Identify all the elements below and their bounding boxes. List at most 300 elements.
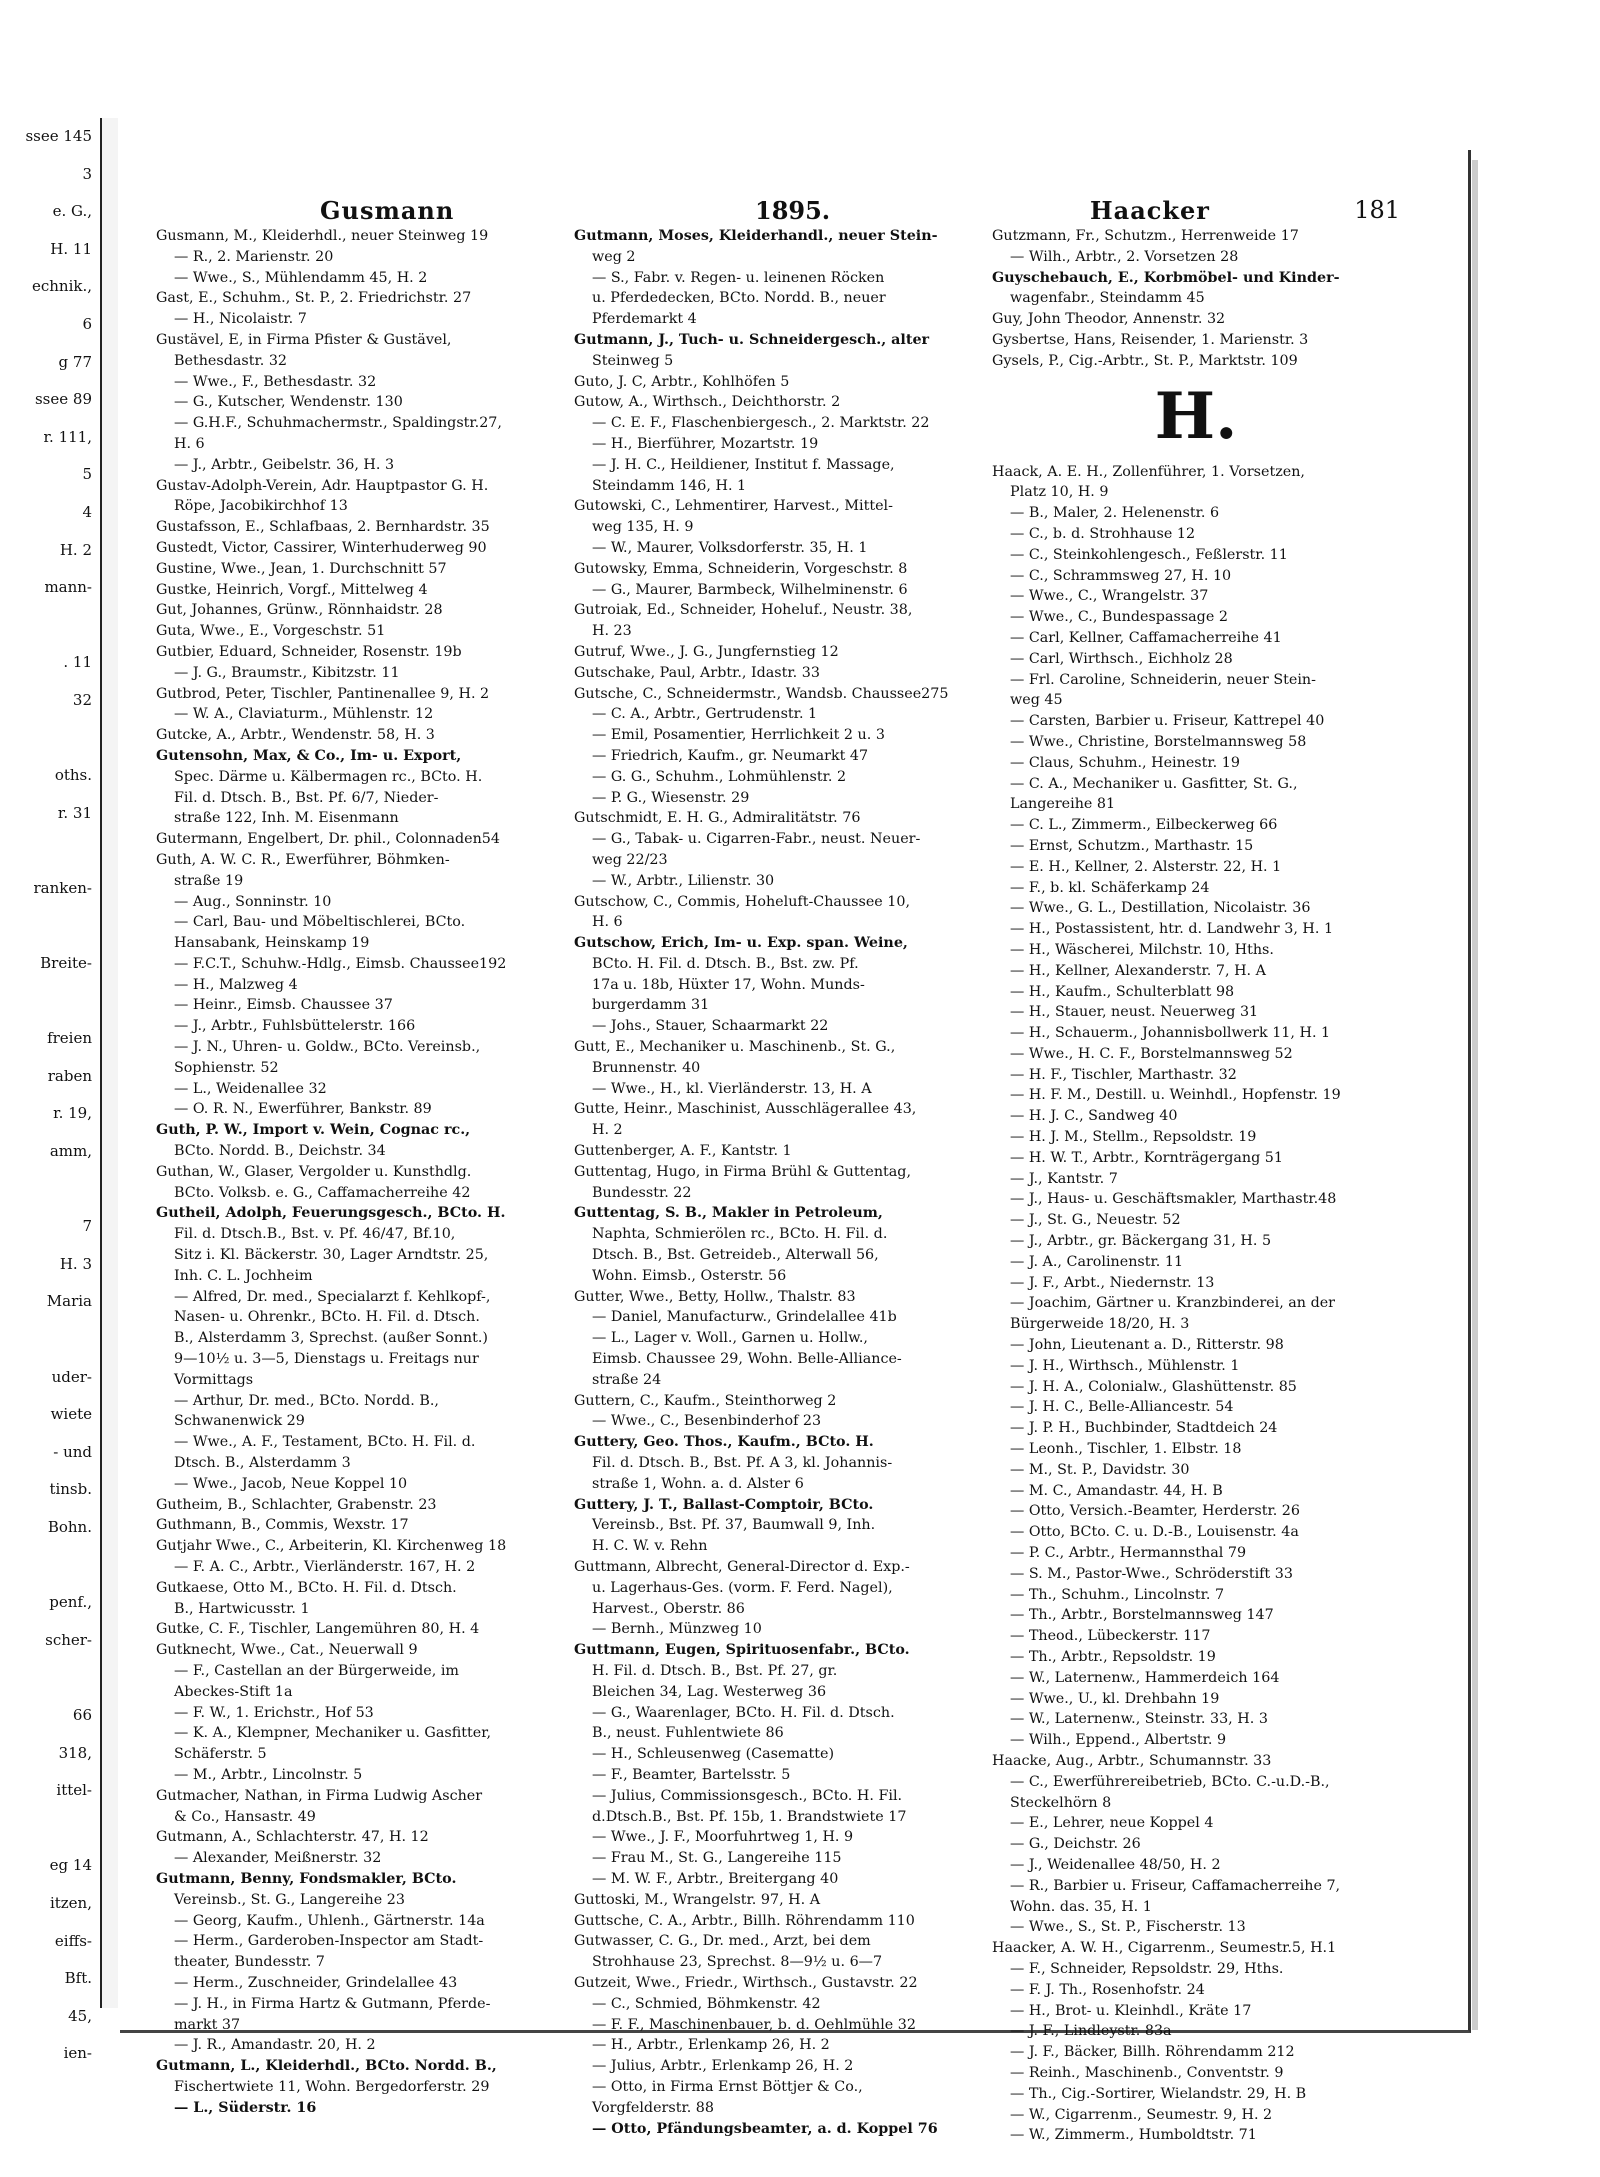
- directory-entry-line: Guthan, W., Glaser, Vergolder u. Kunsthdlg.: [156, 1163, 472, 1180]
- directory-entry-line: Brunnenstr. 40: [592, 1059, 701, 1076]
- directory-entry-line: — Herm., Garderoben-Inspector am Stadt-: [174, 1933, 484, 1950]
- directory-entry-line: Vereinsb., St. G., Langereihe 23: [174, 1891, 405, 1908]
- directory-entry-line: — Carsten, Barbier u. Friseur, Kattrepel 40: [1010, 713, 1325, 730]
- previous-page-fragment: Breite-: [40, 954, 92, 973]
- directory-entry-line: Pferdemarkt 4: [592, 311, 697, 328]
- directory-entry-line: — Herm., Zuschneider, Grindelallee 43: [174, 1974, 458, 1991]
- directory-entry-line: Fil. d. Dtsch. B., Bst. Pf. 6/7, Nieder-: [174, 789, 439, 806]
- directory-entry-line: — Arthur, Dr. med., BCto. Nordd. B.,: [174, 1392, 439, 1409]
- directory-entry-line: — G., Deichstr. 26: [1010, 1836, 1141, 1853]
- previous-page-fragment: . 11: [63, 653, 92, 672]
- directory-entry-line: — S. M., Pastor-Wwe., Schröderstift 33: [1010, 1565, 1293, 1582]
- directory-entry-line: Guttoski, M., Wrangelstr. 97, H. A: [574, 1891, 821, 1908]
- directory-entry-line: — Aug., Sonninstr. 10: [174, 893, 332, 910]
- directory-entry-line: BCto. Volksb. e. G., Caffamacherreihe 42: [174, 1184, 471, 1201]
- directory-entry-line: Gutmann, A., Schlachterstr. 47, H. 12: [156, 1829, 429, 1846]
- previous-page-fragment: 4: [82, 502, 92, 521]
- directory-entry-line: H. 2: [592, 1122, 623, 1139]
- directory-entry-line: — Wwe., S., Mühlendamm 45, H. 2: [174, 269, 428, 286]
- previous-page-fragment: - und: [53, 1442, 92, 1461]
- directory-entry-line: — F. A. C., Arbtr., Vierländerstr. 167, H. 2: [174, 1559, 476, 1575]
- directory-entry-line: — Alexander, Meißnerstr. 32: [174, 1850, 382, 1867]
- directory-entry-line: Haacke, Aug., Arbtr., Schumannstr. 33: [992, 1752, 1272, 1769]
- directory-entry-line: straße 19: [174, 872, 244, 889]
- directory-entry-line: weg 45: [1010, 692, 1063, 709]
- directory-entry-line: Gutheil, Adolph, Feuerungsgesch., BCto. H.: [156, 1205, 506, 1222]
- directory-entry-line: — J. H., in Firma Hartz & Gutmann, Pferde-: [174, 1995, 491, 2012]
- directory-entry-line: Gutmann, Moses, Kleiderhandl., neuer Stein-: [574, 228, 938, 244]
- directory-entry-line: Gutke, C. F., Tischler, Langemühren 80, H. 4: [156, 1621, 480, 1638]
- directory-entry-line: Steckelhörn 8: [1010, 1794, 1112, 1811]
- directory-entry-line: — W., Zimmerm., Humboldtstr. 71: [1010, 2127, 1257, 2144]
- directory-entry-line: Gusmann, M., Kleiderhdl., neuer Steinweg 19: [156, 228, 489, 244]
- directory-entry-line: — H. J. C., Sandweg 40: [1010, 1108, 1178, 1125]
- directory-entry-line: Gutkaese, Otto M., BCto. H. Fil. d. Dtsch.: [156, 1579, 457, 1596]
- directory-entry-line: — H. J. M., Stellm., Repsoldstr. 19: [1010, 1129, 1257, 1146]
- directory-entry-line: Gutbrod, Peter, Tischler, Pantinenallee 9, H. 2: [156, 685, 490, 702]
- directory-entry-line: — Wwe., Jacob, Neue Koppel 10: [174, 1475, 408, 1492]
- previous-page-fragment: mann-: [44, 578, 92, 597]
- directory-entry-line: — H., Wäscherei, Milchstr. 10, Hths.: [1010, 941, 1274, 958]
- directory-entry-line: — J. A., Carolinenstr. 11: [1010, 1253, 1184, 1270]
- directory-entry-line: — G., Waarenlager, BCto. H. Fil. d. Dtsch.: [592, 1704, 895, 1721]
- previous-page-fragment: wiete: [50, 1405, 92, 1424]
- directory-entry-line: Gutowski, C., Lehmentirer, Harvest., Mittel-: [574, 498, 893, 515]
- previous-page-fragment: [0, 1547, 100, 1585]
- directory-entry-line: — Friedrich, Kaufm., gr. Neumarkt 47: [592, 747, 869, 764]
- directory-entry-line: Gutt, E., Mechaniker u. Maschinenb., St. G.,: [574, 1039, 896, 1056]
- directory-entry-line: straße 1, Wohn. a. d. Alster 6: [592, 1475, 804, 1492]
- directory-entry-line: — C., Schrammsweg 27, H. 10: [1010, 567, 1232, 584]
- directory-entry-line: — H. F. M., Destill. u. Weinhdl., Hopfenstr. 19: [1010, 1087, 1341, 1104]
- directory-entry-line: — F., Beamter, Bartelsstr. 5: [592, 1766, 791, 1783]
- directory-entry-line: — Wwe., A. F., Testament, BCto. H. Fil. d.: [174, 1434, 476, 1451]
- directory-entry-line: Guth, A. W. C. R., Ewerführer, Böhmken-: [156, 851, 450, 868]
- directory-entry-line: — Wwe., U., kl. Drehbahn 19: [1010, 1690, 1220, 1707]
- directory-entry-line: Guttsche, C. A., Arbtr., Billh. Röhrendamm 110: [574, 1912, 915, 1929]
- column-3: [992, 226, 1400, 2144]
- directory-entry-line: H. C. W. v. Rehn: [592, 1538, 708, 1555]
- directory-entry-line: — C. L., Zimmerm., Eilbeckerweg 66: [1010, 817, 1278, 834]
- directory-entry-line: — J. G., Braumstr., Kibitzstr. 11: [174, 664, 400, 681]
- previous-page-fragment: eiffs-: [54, 1931, 92, 1950]
- directory-entry-line: Gutschow, Erich, Im- u. Exp. span. Weine,: [574, 935, 908, 952]
- directory-entry-line: — R., Barbier u. Friseur, Caffamacherreihe 7,: [1010, 1877, 1341, 1894]
- directory-entry-line: — H., Schleusenweg (Casematte): [592, 1746, 835, 1763]
- previous-page-fragment: e. G.,: [52, 202, 92, 221]
- directory-entry-line: — J., Kantstr. 7: [1010, 1170, 1118, 1187]
- previous-page-fragment: H. 3: [59, 1254, 92, 1273]
- directory-entry-line: — M., St. P., Davidstr. 30: [1010, 1461, 1190, 1478]
- directory-entry-line: Gutzmann, Fr., Schutzm., Herrenweide 17: [992, 228, 1299, 244]
- column-3-entries: [992, 462, 1400, 2147]
- previous-page-fragment: r. 111,: [43, 427, 92, 446]
- directory-entry-line: — C., Schmied, Böhmkenstr. 42: [592, 1995, 821, 2012]
- directory-entry-line: 17a u. 18b, Hüxter 17, Wohn. Munds-: [592, 976, 865, 993]
- previous-page-fragment: r. 31: [57, 803, 92, 822]
- directory-entry-line: — F. F., Maschinenbauer, b. d. Oehlmühle 32: [592, 2016, 916, 2033]
- directory-entry-line: — H., Schauerm., Johannisbollwerk 11, H. 1: [1010, 1025, 1331, 1042]
- directory-entry-line: — Wwe., C., Besenbinderhof 23: [592, 1413, 822, 1430]
- directory-entry-line: — Wwe., J. F., Moorfuhrtweg 1, H. 9: [592, 1829, 854, 1846]
- directory-entry-line: Wohn. Eimsb., Osterstr. 56: [592, 1267, 787, 1284]
- directory-entry-line: Gutbier, Eduard, Schneider, Rosenstr. 19b: [156, 643, 462, 660]
- directory-entry-line: — F., Schneider, Repsoldstr. 29, Hths.: [1010, 1960, 1284, 1977]
- previous-page-edge: [0, 118, 102, 2063]
- directory-entry-line: — C. E. F., Flaschenbiergesch., 2. Marktstr. 22: [592, 415, 930, 432]
- directory-entry-line: d.Dtsch.B., Bst. Pf. 15b, 1. Brandstwiete 17: [592, 1808, 907, 1825]
- directory-entry-line: H. 6: [174, 435, 205, 452]
- page-number: 181: [1354, 196, 1400, 224]
- directory-entry-line: — L., Lager v. Woll., Garnen u. Hollw.,: [592, 1330, 868, 1347]
- directory-entry-line: Abeckes-Stift 1a: [174, 1683, 293, 1700]
- previous-page-fragment: ittel-: [56, 1781, 92, 1800]
- directory-entry-line: — H., Kaufm., Schulterblatt 98: [1010, 983, 1235, 1000]
- directory-entry-line: H. Fil. d. Dtsch. B., Bst. Pf. 27, gr.: [592, 1662, 838, 1679]
- directory-entry-line: Gutjahr Wwe., C., Arbeiterin, Kl. Kirchenweg 18: [156, 1538, 507, 1555]
- book-gutter: [102, 118, 118, 2008]
- directory-entry-line: — M. W. F., Arbtr., Breitergang 40: [592, 1870, 839, 1887]
- directory-entry-line: Gutschow, C., Commis, Hoheluft-Chaussee 10,: [574, 893, 911, 910]
- previous-page-fragment: H. 11: [50, 239, 92, 258]
- directory-entry-line: — C. A., Arbtr., Gertrudenstr. 1: [592, 706, 818, 723]
- directory-entry-line: — W., Laternenw., Steinstr. 33, H. 3: [1010, 1711, 1268, 1728]
- previous-page-fragment: [0, 720, 100, 758]
- directory-entry-line: — F. W., 1. Erichstr., Hof 53: [174, 1704, 374, 1721]
- directory-entry-line: Gast, E., Schuhm., St. P., 2. Friedrichstr. 27: [156, 290, 472, 307]
- directory-entry-line: Gutcke, A., Arbtr., Wendenstr. 58, H. 3: [156, 727, 435, 744]
- directory-entry-line: — G. G., Schuhm., Lohmühlenstr. 2: [592, 768, 847, 785]
- directory-entry-line: — P. C., Arbtr., Hermannsthal 79: [1010, 1545, 1247, 1562]
- directory-entry-line: — J., St. G., Neuestr. 52: [1010, 1212, 1181, 1229]
- directory-entry-line: — C., Steinkohlengesch., Feßlerstr. 11: [1010, 546, 1288, 563]
- directory-entry-line: — Daniel, Manufacturw., Grindelallee 41b: [592, 1309, 897, 1326]
- directory-entry-line: — Wilh., Arbtr., 2. Vorsetzen 28: [1010, 248, 1239, 265]
- directory-entry-line: — Joachim, Gärtner u. Kranzbinderei, an der: [1010, 1295, 1336, 1312]
- directory-entry-line: — J. F., Arbt., Niedernstr. 13: [1010, 1274, 1215, 1291]
- directory-entry-line: — Th., Arbtr., Repsoldstr. 19: [1010, 1649, 1216, 1665]
- page-edge-shadow: [1472, 160, 1478, 2030]
- directory-entry-line: Spec. Därme u. Kälbermagen rc., BCto. H.: [174, 768, 483, 785]
- directory-entry-line: — J. H. A., Colonialw., Glashüttenstr. 85: [1010, 1378, 1297, 1395]
- directory-entry-line: — H. W. T., Arbtr., Kornträgergang 51: [1010, 1149, 1283, 1166]
- previous-page-fragment: 7: [82, 1217, 92, 1236]
- directory-entry-line: Bundesstr. 22: [592, 1184, 692, 1201]
- previous-page-fragment: [0, 1810, 100, 1848]
- directory-entry-line: Gutruf, Wwe., J. G., Jungfernstieg 12: [574, 643, 839, 660]
- directory-entry-line: — H., Malzweg 4: [174, 976, 298, 993]
- directory-entry-line: Gutwasser, C. G., Dr. med., Arzt, bei dem: [574, 1933, 871, 1950]
- directory-entry-line: — Carl, Bau- und Möbeltischlerei, BCto.: [174, 914, 466, 931]
- directory-entry-line: Gutsche, C., Schneidermstr., Wandsb. Chaussee275: [574, 685, 949, 702]
- column-2: [574, 226, 982, 2137]
- directory-entry-line: — B., Maler, 2. Helenenstr. 6: [1010, 505, 1220, 522]
- previous-page-fragment: eg 14: [49, 1856, 92, 1875]
- directory-entry-line: Gutschake, Paul, Arbtr., Idastr. 33: [574, 664, 820, 681]
- directory-entry-line: Gutroiak, Ed., Schneider, Hoheluf., Neustr. 38,: [574, 602, 913, 619]
- directory-entry-line: Gustafsson, E., Schlafbaas, 2. Bernhardstr. 35: [156, 519, 490, 536]
- directory-entry-line: — Wwe., S., St. P., Fischerstr. 13: [1010, 1919, 1246, 1936]
- directory-entry-line: — H., Stauer, neust. Neuerweg 31: [1010, 1004, 1259, 1021]
- directory-entry-line: — Otto, in Firma Ernst Böttjer & Co.,: [592, 2078, 863, 2095]
- directory-entry-line: — W., Cigarrenm., Seumestr. 9, H. 2: [1010, 2106, 1273, 2123]
- directory-entry-line: — J., Arbtr., gr. Bäckergang 31, H. 5: [1010, 1233, 1272, 1250]
- directory-entry-line: — F.C.T., Schuhw.-Hdlg., Eimsb. Chaussee192: [174, 955, 507, 972]
- directory-entry-line: Gutter, Wwe., Betty, Hollw., Thalstr. 83: [574, 1288, 856, 1305]
- directory-entry-line: Inh. C. L. Jochheim: [174, 1267, 313, 1284]
- directory-entry-line: — S., Fabr. v. Regen- u. leinenen Röcken: [592, 269, 885, 286]
- directory-entry-line: Gutermann, Engelbert, Dr. phil., Colonnaden54: [156, 831, 500, 848]
- directory-entry-line: — O. R. N., Ewerführer, Bankstr. 89: [174, 1101, 432, 1118]
- directory-entry-line: Guyschebauch, E., Korbmöbel- und Kinder-: [992, 269, 1340, 286]
- directory-entry-line: Sophienstr. 52: [174, 1059, 279, 1076]
- directory-entry-line: Guttentag, Hugo, in Firma Brühl & Guttentag,: [574, 1163, 911, 1180]
- previous-page-fragment: uder-: [51, 1367, 92, 1386]
- directory-entry-line: — Th., Cig.-Sortirer, Wielandstr. 29, H. B: [1010, 2085, 1307, 2102]
- previous-page-fragment: [0, 607, 100, 645]
- directory-entry-line: Wohn. das. 35, H. 1: [1010, 1898, 1152, 1915]
- directory-entry-line: wagenfabr., Steindamm 45: [1010, 290, 1205, 307]
- directory-entry-line: — W., Laternenw., Hammerdeich 164: [1010, 1669, 1280, 1686]
- directory-entry-line: Röpe, Jacobikirchhof 13: [174, 498, 348, 515]
- directory-entry-line: — J. H., Wirthsch., Mühlenstr. 1: [1010, 1357, 1240, 1374]
- directory-entry-line: Dtsch. B., Alsterdamm 3: [174, 1455, 351, 1472]
- directory-entry-line: Guttern, C., Kaufm., Steinthorweg 2: [574, 1392, 837, 1409]
- directory-entry-line: Vereinsb., Bst. Pf. 37, Baumwall 9, Inh.: [592, 1517, 876, 1534]
- directory-entry-line: — J. P. H., Buchbinder, Stadtdeich 24: [1010, 1420, 1278, 1437]
- directory-entry-line: — Ernst, Schutzm., Marthastr. 15: [1010, 837, 1254, 854]
- previous-page-fragment: ssee 89: [34, 390, 92, 409]
- directory-entry-line: — H., Arbtr., Erlenkamp 26, H. 2: [592, 2037, 830, 2054]
- directory-entry-line: — J. R., Amandastr. 20, H. 2: [174, 2037, 376, 2054]
- directory-entry-line: — M. C., Amandastr. 44, H. B: [1010, 1482, 1223, 1499]
- previous-page-fragment: [0, 1171, 100, 1209]
- column-1: [156, 226, 564, 2116]
- previous-page-fragment: 45,: [68, 2006, 92, 2025]
- directory-entry-line: — Julius, Commissionsgesch., BCto. H. Fil.: [592, 1787, 903, 1804]
- directory-entry-line: Nasen- u. Ohrenkr., BCto. H. Fil. d. Dtsch.: [174, 1309, 480, 1326]
- section-letter-heading: H.: [1154, 378, 1238, 454]
- directory-entry-line: B., Hartwicusstr. 1: [174, 1600, 310, 1617]
- directory-entry-line: Guttery, J. T., Ballast-Comptoir, BCto.: [574, 1496, 874, 1513]
- directory-entry-line: Guth, P. W., Import v. Wein, Cognac rc.,: [156, 1122, 471, 1139]
- directory-entry-line: — Carl, Kellner, Caffamacherreihe 41: [1010, 629, 1282, 646]
- directory-entry-line: Strohhause 23, Sprechst. 8—9½ u. 6—7: [592, 1954, 883, 1971]
- directory-entry-line: — Wwe., C., Bundespassage 2: [1010, 609, 1228, 626]
- directory-entry-line: weg 135, H. 9: [592, 519, 694, 536]
- directory-entry-line: Gustedt, Victor, Cassirer, Winterhuderweg 90: [156, 539, 487, 556]
- directory-entry-line: — J. N., Uhren- u. Goldw., BCto. Vereinsb.,: [174, 1039, 481, 1056]
- directory-entry-line: — J., Weidenallee 48/50, H. 2: [1010, 1856, 1221, 1873]
- previous-page-fragment: [0, 1659, 100, 1697]
- directory-entry-line: — Frl. Caroline, Schneiderin, neuer Stein-: [1010, 671, 1316, 688]
- directory-entry-line: Gutowsky, Emma, Schneiderin, Vorgeschstr. 8: [574, 560, 908, 577]
- directory-entry-line: u. Pferdedecken, BCto. Nordd. B., neuer: [592, 290, 886, 307]
- directory-entry-line: Gutheim, B., Schlachter, Grabenstr. 23: [156, 1496, 437, 1513]
- directory-entry-line: — H., Brot- u. Kleinhdl., Kräte 17: [1010, 2002, 1252, 2019]
- header-year: 1895.: [755, 196, 831, 225]
- directory-entry-line: Gustke, Heinrich, Vorgf., Mittelweg 4: [156, 581, 428, 598]
- directory-entry-line: Harvest., Oberstr. 86: [592, 1600, 745, 1617]
- directory-entry-line: Steinweg 5: [592, 352, 674, 369]
- directory-entry-line: Gustav-Adolph-Verein, Adr. Hauptpastor G. H.: [156, 477, 489, 494]
- directory-entry-line: Schäferstr. 5: [174, 1746, 267, 1763]
- directory-entry-line: — Georg, Kaufm., Uhlenh., Gärtnerstr. 14a: [174, 1912, 485, 1929]
- directory-entry-line: Langereihe 81: [1010, 796, 1116, 813]
- directory-entry-line: — W. A., Claviaturm., Mühlenstr. 12: [174, 706, 434, 723]
- directory-entry-line: Gutow, A., Wirthsch., Deichthorstr. 2: [574, 394, 841, 411]
- directory-entry-line: Platz 10, H. 9: [1010, 484, 1109, 501]
- previous-page-fragment: echnik.,: [31, 277, 92, 296]
- directory-entry-line: Schwanenwick 29: [174, 1413, 305, 1430]
- directory-entry-line: — Heinr., Eimsb. Chaussee 37: [174, 997, 393, 1014]
- directory-entry-line: — Otto, BCto. C. u. D.-B., Louisenstr. 4a: [1010, 1524, 1299, 1541]
- directory-entry-line: weg 22/23: [592, 851, 668, 868]
- directory-entry-line: Gutmann, Benny, Fondsmakler, BCto.: [156, 1870, 457, 1887]
- directory-entry-line: — Frau M., St. G., Langereihe 115: [592, 1850, 842, 1867]
- directory-entry-line: — Wwe., F., Bethesdastr. 32: [174, 373, 377, 390]
- directory-entry-line: — H., Postassistent, htr. d. Landwehr 3, H. 1: [1010, 921, 1334, 938]
- directory-entry-line: Gutknecht, Wwe., Cat., Neuerwall 9: [156, 1642, 418, 1659]
- previous-page-fragment: 66: [72, 1705, 92, 1724]
- directory-entry-line: Haack, A. E. H., Zollenführer, 1. Vorsetzen,: [992, 463, 1305, 480]
- previous-page-fragment: freien: [47, 1029, 92, 1048]
- directory-entry-line: — Wwe., C., Wrangelstr. 37: [1010, 588, 1209, 605]
- previous-page-fragment: 3: [82, 164, 92, 183]
- directory-entry-line: Haacker, A. W. H., Cigarrenm., Seumestr.5, H.1: [992, 1940, 1337, 1957]
- directory-entry-line: — P. G., Wiesenstr. 29: [592, 789, 750, 806]
- directory-entry-line: — R., 2. Marienstr. 20: [174, 248, 334, 265]
- directory-entry-line: Gysels, P., Cig.-Arbtr., St. P., Marktstr. 109: [992, 352, 1298, 369]
- directory-entry-line: Guta, Wwe., E., Vorgeschstr. 51: [156, 623, 386, 640]
- directory-entry-line: — Otto, Pfändungsbeamter, a. d. Koppel 76: [592, 2120, 938, 2137]
- directory-entry-line: Gustine, Wwe., Jean, 1. Durchschnitt 57: [156, 560, 447, 577]
- directory-entry-line: — Wwe., H., kl. Vierländerstr. 13, H. A: [592, 1080, 872, 1097]
- directory-entry-line: Guttenberger, A. F., Kantstr. 1: [574, 1143, 792, 1160]
- directory-entry-line: — W., Arbtr., Lilienstr. 30: [592, 872, 775, 889]
- directory-entry-line: Hansabank, Heinskamp 19: [174, 935, 370, 952]
- directory-entry-line: Guttmann, Eugen, Spirituosenfabr., BCto.: [574, 1642, 910, 1659]
- previous-page-fragment: raben: [47, 1066, 92, 1085]
- previous-page-fragment: [0, 832, 100, 870]
- directory-entry-line: — Carl, Wirthsch., Eichholz 28: [1010, 650, 1233, 667]
- column-3-top-entries: [992, 226, 1400, 372]
- directory-entry-line: Steindamm 146, H. 1: [592, 477, 747, 494]
- previous-page-fragment: ssee 145: [25, 127, 92, 145]
- directory-entry-line: — Claus, Schuhm., Heinestr. 19: [1010, 754, 1240, 771]
- directory-entry-line: Guto, J. C, Arbtr., Kohlhöfen 5: [574, 373, 790, 390]
- directory-entry-line: — Julius, Arbtr., Erlenkamp 26, H. 2: [592, 2058, 854, 2075]
- directory-entry-line: Fil. d. Dtsch. B., Bst. Pf. A 3, kl. Johannis-: [592, 1455, 893, 1472]
- header-left-keyword: Gusmann: [320, 196, 455, 225]
- directory-entry-line: Fischertwiete 11, Wohn. Bergedorferstr. 29: [174, 2078, 490, 2095]
- directory-entry-line: theater, Bundesstr. 7: [174, 1954, 325, 1971]
- directory-entry-line: Bleichen 34, Lag. Westerweg 36: [592, 1683, 827, 1700]
- previous-page-fragment: H. 2: [59, 540, 92, 559]
- header-right-keyword: Haacker: [1090, 196, 1210, 225]
- previous-page-fragment: Maria: [46, 1292, 92, 1311]
- directory-entry-line: — G., Tabak- u. Cigarren-Fabr., neust. Neuer-: [592, 831, 921, 848]
- directory-entry-line: Naphta, Schmierölen rc., BCto. H. Fil. d.: [592, 1226, 888, 1243]
- previous-page-fragment: itzen,: [49, 1893, 92, 1912]
- directory-entry-line: — J., Arbtr., Fuhlsbüttelerstr. 166: [174, 1018, 416, 1035]
- directory-entry-line: u. Lagerhaus-Ges. (vorm. F. Ferd. Nagel),: [592, 1579, 893, 1596]
- directory-entry-line: Guy, John Theodor, Annenstr. 32: [992, 311, 1226, 328]
- previous-page-fragment: Bft.: [64, 1969, 92, 1988]
- directory-entry-line: markt 37: [174, 2016, 241, 2033]
- directory-entry-line: — L., Weidenallee 32: [174, 1080, 327, 1097]
- directory-entry-line: — J. F., Bäcker, Billh. Röhrendamm 212: [1010, 2044, 1295, 2061]
- directory-entry-line: Gysbertse, Hans, Reisender, 1. Marienstr. 3: [992, 331, 1309, 348]
- directory-entry-line: — W., Maurer, Volksdorferstr. 35, H. 1: [592, 539, 868, 556]
- directory-entry-line: — Reinh., Maschinenb., Conventstr. 9: [1010, 2064, 1284, 2081]
- directory-entry-line: — M., Arbtr., Lincolnstr. 5: [174, 1766, 363, 1783]
- previous-page-fragment: [0, 1321, 100, 1359]
- directory-entry-line: Fil. d. Dtsch.B., Bst. v. Pf. 46/47, Bf.10,: [174, 1226, 456, 1243]
- directory-entry-line: — Leonh., Tischler, 1. Elbstr. 18: [1010, 1441, 1242, 1458]
- directory-entry-line: Gutmann, L., Kleiderhdl., BCto. Nordd. B.,: [156, 2058, 497, 2075]
- directory-entry-line: Gut, Johannes, Grünw., Rönnhaidstr. 28: [156, 602, 443, 619]
- previous-page-fragment: ranken-: [33, 878, 92, 897]
- previous-page-fragment: scher-: [45, 1630, 92, 1649]
- directory-entry-line: — J. F., Lindleystr. 83a: [1010, 2023, 1172, 2040]
- directory-entry-line: — E., Lehrer, neue Koppel 4: [1010, 1815, 1214, 1832]
- directory-entry-line: B., Alsterdamm 3, Sprechst. (außer Sonnt.): [174, 1330, 488, 1347]
- directory-entry-line: — Bernh., Münzweg 10: [592, 1621, 762, 1638]
- directory-entry-line: — Johs., Stauer, Schaarmarkt 22: [592, 1018, 829, 1035]
- previous-page-fragment: r. 19,: [53, 1104, 92, 1123]
- directory-entry-line: Gutschmidt, E. H. G., Admiralitätstr. 76: [574, 810, 861, 827]
- directory-entry-line: H. 23: [592, 623, 632, 640]
- directory-entry-line: — F., Castellan an der Bürgerweide, im: [174, 1662, 459, 1679]
- previous-page-fragment: amm,: [49, 1142, 92, 1161]
- directory-entry-line: Bürgerweide 18/20, H. 3: [1010, 1316, 1190, 1333]
- previous-page-fragment: g 77: [58, 352, 92, 371]
- directory-entry-line: Vormittags: [174, 1371, 254, 1388]
- directory-entry-line: — C. A., Mechaniker u. Gasfitter, St. G.,: [1010, 775, 1298, 792]
- directory-entry-line: H. 6: [592, 914, 623, 931]
- directory-entry-line: Gutmacher, Nathan, in Firma Ludwig Ascher: [156, 1787, 483, 1804]
- directory-entry-line: Gutmann, J., Tuch- u. Schneidergesch., alter: [574, 331, 930, 348]
- directory-entry-line: Guttentag, S. B., Makler in Petroleum,: [574, 1205, 883, 1222]
- previous-page-fragment: 5: [82, 465, 92, 484]
- directory-entry-line: Guttery, Geo. Thos., Kaufm., BCto. H.: [574, 1434, 874, 1451]
- directory-entry-line: weg 2: [592, 248, 636, 265]
- directory-entry-line: BCto. H. Fil. d. Dtsch. B., Bst. zw. Pf.: [592, 955, 859, 972]
- directory-entry-line: — G., Kutscher, Wendenstr. 130: [174, 394, 403, 411]
- previous-page-fragment: 6: [82, 314, 92, 333]
- directory-entry-line: — Wilh., Eppend., Albertstr. 9: [1010, 1732, 1227, 1749]
- previous-page-fragment: ien-: [63, 2044, 92, 2063]
- directory-entry-line: — Wwe., H. C. F., Borstelmannsweg 52: [1010, 1045, 1293, 1062]
- directory-entry-line: 9—10½ u. 3—5, Dienstags u. Freitags nur: [174, 1351, 479, 1368]
- directory-entry-line: Sitz i. Kl. Bäckerstr. 30, Lager Arndtstr. 25,: [174, 1247, 489, 1264]
- previous-page-fragment: [0, 983, 100, 1021]
- directory-entry-line: straße 24: [592, 1371, 662, 1388]
- directory-entry-line: — G.H.F., Schuhmachermstr., Spaldingstr.27,: [174, 415, 502, 432]
- directory-entry-line: Gutensohn, Max, & Co., Im- u. Export,: [156, 747, 462, 764]
- directory-entry-line: — J., Arbtr., Geibelstr. 36, H. 3: [174, 456, 395, 473]
- directory-entry-line: Guttmann, Albrecht, General-Director d. Exp.-: [574, 1559, 910, 1575]
- directory-entry-line: — J., Haus- u. Geschäftsmakler, Marthastr.48: [1010, 1191, 1337, 1208]
- directory-entry-line: Eimsb. Chaussee 29, Wohn. Belle-Alliance-: [592, 1351, 902, 1368]
- previous-page-fragment: oths.: [54, 766, 92, 785]
- directory-entry-line: — Otto, Versich.-Beamter, Herderstr. 26: [1010, 1503, 1300, 1520]
- previous-page-fragment: 32: [72, 690, 92, 709]
- directory-entry-line: — C., b. d. Strohhause 12: [1010, 525, 1196, 542]
- directory-entry-line: Dtsch. B., Bst. Getreideb., Alterwall 56,: [592, 1247, 879, 1264]
- previous-page-fragment: tinsb.: [49, 1480, 92, 1499]
